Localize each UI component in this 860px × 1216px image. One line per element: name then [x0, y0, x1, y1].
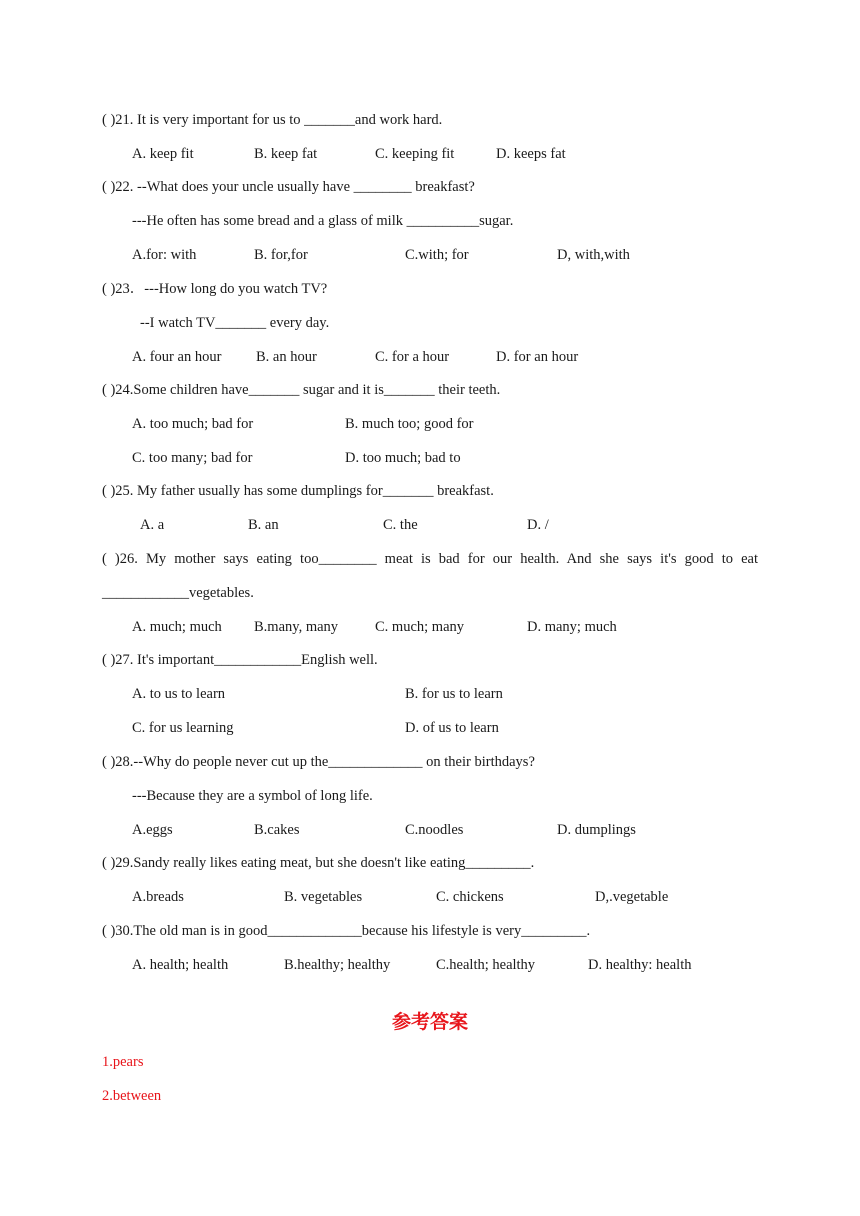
question-27-option-b: B. for us to learn [405, 686, 503, 702]
question-23-stem: ( )23．---How long do you watch TV? [102, 281, 328, 297]
question-27-option-c: C. for us learning [132, 720, 234, 736]
question-30-option-d: D. healthy: health [588, 957, 692, 973]
question-24-option-c: C. too many; bad for [132, 450, 253, 466]
question-25-option-a: A. a [140, 517, 165, 533]
question-25-option-b: B. an [248, 517, 279, 533]
question-29-option-a: A.breads [132, 889, 184, 905]
question-28-option-c: C.noodles [405, 822, 464, 838]
question-28-option-b: B.cakes [254, 822, 300, 838]
question-27-option-a: A. to us to learn [132, 686, 226, 702]
question-24-option-a: A. too much; bad for [132, 416, 254, 432]
question-22-option-c: C.with; for [405, 247, 469, 263]
question-30-stem: ( )30.The old man is in good_____________because his lifestyle is very_________. [102, 923, 591, 939]
question-28-option-a: A.eggs [132, 822, 173, 838]
question-27-option-d: D. of us to learn [405, 720, 499, 736]
question-29-option-d: D,.vegetable [595, 889, 669, 905]
question-25-stem: ( )25. My father usually has some dumplings for_______ breakfast. [102, 483, 494, 499]
question-28-stem: ( )28.--Why do people never cut up the_____________ on their birthdays? [102, 754, 535, 770]
question-29-stem: ( )29.Sandy really likes eating meat, but she doesn't like eating_________. [102, 855, 535, 871]
question-29-option-b: B. vegetables [284, 889, 363, 905]
question-30-option-c: C.health; healthy [436, 957, 536, 973]
question-21-stem: ( )21. It is very important for us to _______and work hard. [102, 112, 443, 128]
question-23-option-b: B. an hour [256, 349, 317, 365]
question-27-stem: ( )27. It's important____________English well. [102, 652, 378, 668]
question-26-stem: ( )26. My mother says eating too________ meat is bad for our health. And she says it's good to eat [102, 551, 758, 567]
question-21-option-d: D. keeps fat [496, 146, 566, 162]
question-30-option-b: B.healthy; healthy [284, 957, 391, 973]
question-25-option-d: D. / [527, 517, 549, 533]
question-23-option-d: D. for an hour [496, 349, 579, 365]
question-24-option-b: B. much too; good for [345, 416, 474, 432]
question-22-stem-response: ---He often has some bread and a glass of milk __________sugar. [132, 213, 514, 229]
question-28-option-d: D. dumplings [557, 822, 636, 838]
answer-2: 2.between [102, 1088, 162, 1104]
question-24-stem: ( )24.Some children have_______ sugar and it is_______ their teeth. [102, 382, 501, 398]
question-21-option-b: B. keep fat [254, 146, 318, 162]
question-24-option-d: D. too much; bad to [345, 450, 461, 466]
question-23-stem-response: --I watch TV_______ every day. [140, 315, 330, 331]
question-21-option-c: C. keeping fit [375, 146, 455, 162]
question-26-stem-continued: ____________vegetables. [102, 585, 254, 601]
question-29-option-c: C. chickens [436, 889, 504, 905]
question-23-option-a: A. four an hour [132, 349, 222, 365]
question-26-option-b: B.many, many [254, 619, 339, 635]
question-22-option-b: B. for,for [254, 247, 308, 263]
question-23-option-c: C. for a hour [375, 349, 450, 365]
question-26-option-c: C. much; many [375, 619, 465, 635]
answer-1: 1.pears [102, 1054, 144, 1070]
question-28-stem-response: ---Because they are a symbol of long life. [132, 788, 373, 804]
question-25-option-c: C. the [383, 517, 418, 533]
question-26-option-d: D. many; much [527, 619, 617, 635]
question-22-option-a: A.for: with [132, 247, 197, 263]
question-30-option-a: A. health; health [132, 957, 229, 973]
question-22-stem: ( )22. --What does your uncle usually have ________ breakfast? [102, 179, 475, 195]
question-26-option-a: A. much; much [132, 619, 222, 635]
question-21-option-a: A. keep fit [132, 146, 194, 162]
answer-key-title: 参考答案 [391, 1011, 468, 1033]
question-22-option-d: D, with,with [557, 247, 630, 263]
